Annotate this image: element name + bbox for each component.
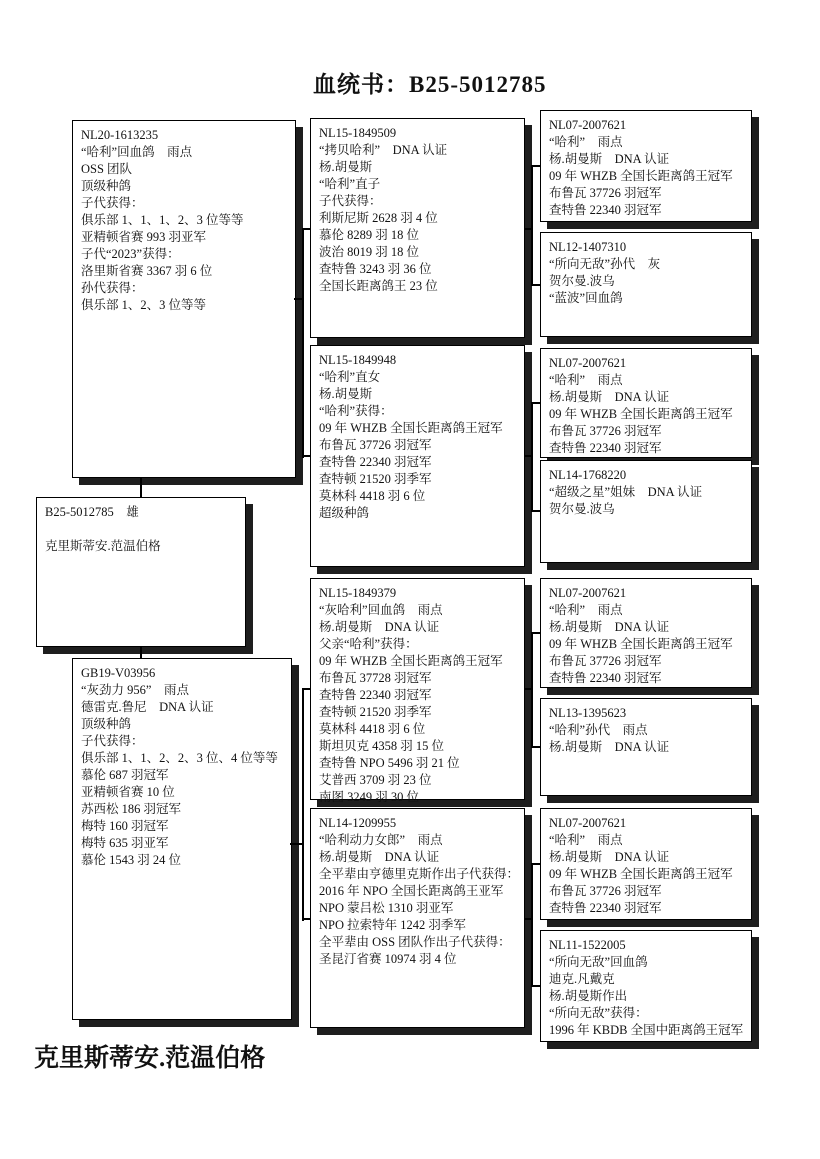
text-line: 子代获得： — [319, 194, 382, 208]
great-grandparent-box-2 — [540, 232, 752, 337]
text-line: 查特鲁 22340 羽冠军 — [319, 688, 432, 702]
connector-line — [531, 165, 541, 167]
text-line: 俱乐部 1、1、1、2、3 位等等 — [81, 213, 244, 227]
text-line: 超级种鸽 — [319, 506, 370, 520]
text-line: 布鲁瓦 37728 羽冠军 — [319, 671, 432, 685]
great-grandparent-box-7 — [540, 808, 752, 920]
text-line: “灰哈利”回血鸽 雨点 — [319, 603, 443, 617]
text-line: NL15-1849379 — [319, 586, 397, 600]
text-line: NPO 拉索特年 1242 羽季军 — [319, 918, 466, 932]
text-line: NL07-2007621 — [549, 356, 627, 370]
granddam-maternal-box — [310, 808, 525, 1028]
connector-line — [531, 632, 533, 748]
text-line: 波治 8019 羽 18 位 — [319, 245, 420, 259]
connector-line — [531, 510, 541, 512]
text-line: 慕伦 687 羽冠军 — [81, 768, 169, 782]
text-line: 子代获得： — [81, 196, 144, 210]
text-line: NPO 蒙吕松 1310 羽亚军 — [319, 901, 454, 915]
text-line: “哈利”回血鸽 雨点 — [81, 145, 193, 159]
connector-line — [531, 746, 541, 748]
text-line: NL15-1849509 — [319, 126, 397, 140]
text-line: 布鲁瓦 37726 羽冠军 — [549, 186, 662, 200]
text-line: 贺尔曼.波乌 — [549, 274, 615, 288]
great-grandparent-box-1 — [540, 110, 752, 222]
text-line: 顶级种鸽 — [81, 717, 132, 731]
text-line: 杨.胡曼斯 DNA 认证 — [549, 740, 670, 754]
great-grandparent-box-6 — [540, 698, 752, 796]
grandsire-maternal-box — [310, 578, 525, 804]
text-line: NL20-1613235 — [81, 128, 159, 142]
text-line: 孙代获得： — [81, 281, 144, 295]
text-line: 1996 年 KBDB 全国中距离鸽王冠军 — [549, 1023, 744, 1037]
text-line: 子代获得： — [81, 734, 144, 748]
text-line: 德雷克.鲁尼 DNA 认证 — [81, 700, 214, 714]
text-line: 杨.胡曼斯 — [319, 160, 373, 174]
text-line: NL13-1395623 — [549, 706, 627, 720]
connector-line — [302, 228, 304, 458]
grandsire-paternal-box — [310, 118, 525, 338]
text-line: “哈利”获得： — [319, 404, 393, 418]
connector-line — [302, 455, 311, 457]
text-line: 全国长距离鸽王 23 位 — [319, 279, 438, 293]
text-line: NL07-2007621 — [549, 586, 627, 600]
text-line: 查特鲁 22340 羽冠军 — [319, 455, 432, 469]
text-line: “哈利”直女 — [319, 370, 381, 384]
text-line: 全平辈由亨德里克斯作出子代获得： — [319, 867, 520, 881]
text-line: 查特顿 21520 羽季军 — [319, 705, 432, 719]
text-line: 慕伦 8289 羽 18 位 — [319, 228, 420, 242]
text-line: GB19-V03956 — [81, 666, 156, 680]
text-line: 查特鲁 3243 羽 36 位 — [319, 262, 432, 276]
text-line: “哈利”直子 — [319, 177, 381, 191]
text-line: 子代“2023”获得： — [81, 247, 180, 261]
text-line: 杨.胡曼斯 DNA 认证 — [549, 152, 670, 166]
text-line: 09 年 WHZB 全国长距离鸽王冠军 — [319, 654, 503, 668]
connector-line — [531, 402, 541, 404]
text-line: 顶级种鸽 — [81, 179, 132, 193]
text-line: 圣昆汀省赛 10974 羽 4 位 — [319, 952, 457, 966]
text-line: 杨.胡曼斯 DNA 认证 — [549, 390, 670, 404]
great-grandparent-box-3 — [540, 348, 752, 458]
text-line: 全平辈由 OSS 团队作出子代获得： — [319, 935, 511, 949]
dam-box — [72, 658, 292, 1020]
text-line: 莫林科 4418 羽 6 位 — [319, 489, 426, 503]
text-line: 苏西松 186 羽冠军 — [81, 802, 182, 816]
text-line: B25-5012785 雄 — [45, 505, 139, 519]
text-line: 杨.胡曼斯 DNA 认证 — [549, 620, 670, 634]
connector-line — [302, 918, 311, 920]
connector-line — [531, 863, 533, 987]
text-line: 09 年 WHZB 全国长距离鸽王冠军 — [549, 637, 733, 651]
connector-line — [531, 165, 533, 286]
text-line — [45, 521, 237, 538]
text-line: “哈利” 雨点 — [549, 833, 623, 847]
text-line: 查特鲁 22340 羽冠军 — [549, 671, 662, 685]
text-line: NL14-1209955 — [319, 816, 397, 830]
text-line: 查特鲁 22340 羽冠军 — [549, 203, 662, 217]
text-line: 亚精顿省赛 993 羽亚军 — [81, 230, 207, 244]
text-line: “蓝波”回血鸽 — [549, 291, 623, 305]
text-line: “所向无敌”回血鸽 — [549, 955, 648, 969]
text-line: 斯坦贝克 4358 羽 15 位 — [319, 739, 445, 753]
text-line: 南图 3249 羽 30 位 — [319, 790, 420, 804]
text-line: 杨.胡曼斯 DNA 认证 — [319, 620, 440, 634]
text-line: 查特鲁 22340 羽冠军 — [549, 441, 662, 455]
sire-box — [72, 120, 296, 478]
text-line: 亚精顿省赛 10 位 — [81, 785, 175, 799]
text-line: 09 年 WHZB 全国长距离鸽王冠军 — [549, 407, 733, 421]
connector-line — [531, 632, 541, 634]
text-line: 俱乐部 1、1、2、2、3 位、4 位等等 — [81, 751, 278, 765]
great-grandparent-box-5 — [540, 578, 752, 688]
connector-line — [302, 688, 311, 690]
connector-line — [140, 478, 142, 498]
connector-line — [531, 863, 541, 865]
text-line: 父亲“哈利”获得： — [319, 637, 418, 651]
text-line: 杨.胡曼斯 DNA 认证 — [319, 850, 440, 864]
text-line: “哈利动力女郎” 雨点 — [319, 833, 443, 847]
text-line: NL07-2007621 — [549, 816, 627, 830]
text-line: 布鲁瓦 37726 羽冠军 — [549, 654, 662, 668]
great-grandparent-box-8 — [540, 930, 752, 1042]
breeder-name: 克里斯蒂安.范温伯格 — [34, 1045, 266, 1072]
connector-line — [302, 228, 311, 230]
text-line: “所向无敌”孙代 灰 — [549, 257, 661, 271]
text-line: 查特鲁 22340 羽冠军 — [549, 901, 662, 915]
text-line: 查特鲁 NPO 5496 羽 21 位 — [319, 756, 460, 770]
text-line: “哈利” 雨点 — [549, 373, 623, 387]
text-line: 洛里斯省赛 3367 羽 6 位 — [81, 264, 213, 278]
text-line: 布鲁瓦 37726 羽冠军 — [549, 424, 662, 438]
granddam-paternal-box — [310, 345, 525, 567]
text-line: 查特顿 21520 羽季军 — [319, 472, 432, 486]
text-line: 梅特 160 羽冠军 — [81, 819, 169, 833]
text-line: OSS 团队 — [81, 162, 133, 176]
subject-box — [36, 497, 246, 647]
text-line: 俱乐部 1、2、3 位等等 — [81, 298, 207, 312]
connector-line — [531, 402, 533, 512]
connector-line — [140, 646, 142, 659]
text-line: “灰劲力 956” 雨点 — [81, 683, 189, 697]
text-line: 梅特 635 羽亚军 — [81, 836, 169, 850]
text-line: “拷贝哈利” DNA 认证 — [319, 143, 448, 157]
connector-line — [302, 688, 304, 921]
text-line: NL15-1849948 — [319, 353, 397, 367]
text-line: 莫林科 4418 羽 6 位 — [319, 722, 426, 736]
text-line: 杨.胡曼斯 — [319, 387, 373, 401]
text-line: 迪克.凡戴克 — [549, 972, 615, 986]
text-line: 克里斯蒂安.范温伯格 — [45, 539, 161, 553]
text-line: 利斯尼斯 2628 羽 4 位 — [319, 211, 438, 225]
text-line: NL14-1768220 — [549, 468, 627, 482]
text-line: 09 年 WHZB 全国长距离鸽王冠军 — [549, 867, 733, 881]
text-line: 09 年 WHZB 全国长距离鸽王冠军 — [549, 169, 733, 183]
text-line: “哈利” 雨点 — [549, 135, 623, 149]
text-line: 慕伦 1543 羽 24 位 — [81, 853, 182, 867]
text-line: 09 年 WHZB 全国长距离鸽王冠军 — [319, 421, 503, 435]
text-line: “哈利” 雨点 — [549, 603, 623, 617]
page-title: 血统书：B25-5012785 — [313, 72, 547, 97]
text-line: 杨.胡曼斯作出 — [549, 989, 628, 1003]
text-line: 布鲁瓦 37726 羽冠军 — [549, 884, 662, 898]
text-line: 艾普西 3709 羽 23 位 — [319, 773, 432, 787]
text-line: 杨.胡曼斯 DNA 认证 — [549, 850, 670, 864]
text-line: NL11-1522005 — [549, 938, 626, 952]
great-grandparent-box-4 — [540, 460, 752, 563]
text-line: NL12-1407310 — [549, 240, 627, 254]
text-line: 2016 年 NPO 全国长距离鸽王亚军 — [319, 884, 504, 898]
connector-line — [531, 985, 541, 987]
text-line: NL07-2007621 — [549, 118, 627, 132]
text-line: 布鲁瓦 37726 羽冠军 — [319, 438, 432, 452]
text-line: “超级之星”姐妹 DNA 认证 — [549, 485, 703, 499]
text-line: “所向无敌”获得： — [549, 1006, 648, 1020]
text-line: “哈利”孙代 雨点 — [549, 723, 648, 737]
connector-line — [531, 284, 541, 286]
text-line: 贺尔曼.波乌 — [549, 502, 615, 516]
